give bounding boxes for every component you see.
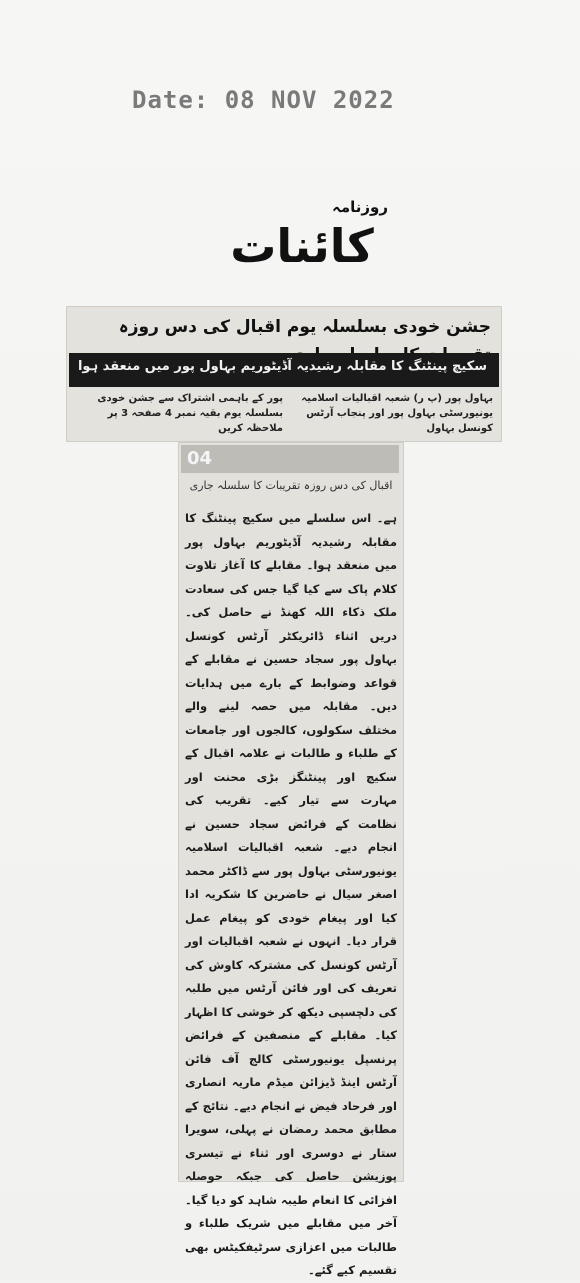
masthead-logo [210, 190, 390, 280]
masthead-small-text: روزنامہ [332, 198, 388, 216]
article-body: ہے۔ اس سلسلے میں سکیچ پینٹنگ کا مقابلہ رشیدیہ آڈیٹوریم بہاول پور میں منعقد ہوا۔ مقابلے کا آغاز تلاوت کلام پاک سے کیا گیا جس کی سعادت ملک ذکاء اللہ کھنڈ نے حاصل کی۔ دریں اثناء ڈائریکٹر آرٹس کونسل بہاول پور سجاد حسین نے مقابلے کے قواعد وضوابط کے بارے میں ہدایات دیں۔ مقابلہ میں حصہ لینے والے مختلف سکولوں، کالجوں اور جامعات کے طلباء و طالبات نے علامہ اقبال کے سکیچ اور پینٹنگز بڑی محنت اور مہارت سے تیار کیے۔ تقریب کی نظامت کے فرائض سجاد حسین نے انجام دیے۔ شعبہ اقبالیات اسلامیہ یونیورسٹی بہاول پور سے ڈاکٹر محمد اصغر سیال نے حاضرین کا شکریہ ادا کیا اور پیغام خودی کو پیغام عمل قرار دیا۔ انہوں نے شعبہ اقبالیات اور آرٹس کونسل کی مشترکہ کاوش کی تعریف کی اور فائن آرٹس میں طلبہ کی دلچسپی دیکھ کر خوشی کا اظہار کیا۔ مقابلے کے منصفین کے فرائض پرنسپل یونیورسٹی کالج آف فائن آرٹس اینڈ ڈیزائن میڈم ماریہ انصاری اور فرحاد فیض نے انجام دیے۔ نتائج کے مطابق محمد رمضان نے پہلی، سویرا ستار نے دوسری اور ثناء نے تیسری پوزیشن حاصل کی جبکہ حوصلہ افزائی کا انعام طیبہ شاہد کو دیا گیا۔ آخر میں مقابلے میں شریک طلباء و طالبات میں اعزازی سرٹیفکیٹس بھی تقسیم کیے گئے۔ [185, 511, 397, 1277]
clipping-continuation [178, 442, 404, 1277]
date-stamp [132, 86, 395, 114]
subhead-bar [69, 353, 499, 387]
clipping-header [66, 306, 502, 442]
intro-right-column: بہاول پور (پ ر) شعبہ اقبالیات اسلامیہ یونیورسٹی بہاول پور اور پنجاب آرٹس کونسل بہاول [301, 393, 493, 434]
newspaper-masthead [210, 190, 390, 280]
page-number: 04 [187, 448, 213, 469]
headline: جشن خودی بسلسلہ یوم اقبال کی دس روزہ [118, 317, 491, 337]
page-tag [181, 445, 399, 473]
masthead-name-text: کائنات [230, 219, 374, 273]
intro-row [67, 391, 501, 437]
date-label: Date: [132, 86, 210, 114]
date-value: 08 NOV 2022 [224, 86, 395, 114]
intro-left-column: پور کے باہمی اشتراک سے جشن خودی بسلسلہ یوم بقیہ نمبر 4 صفحہ 3 پر ملاحظہ کریں [97, 393, 283, 434]
continuation-title: اقبال کی دس روزہ تقریبات کا سلسلہ جاری [189, 479, 393, 492]
subhead: سکیچ پینٹنگ کا مقابلہ رشیدیہ آڈیٹوریم بہاول پور میں منعقد ہوا [77, 359, 487, 374]
